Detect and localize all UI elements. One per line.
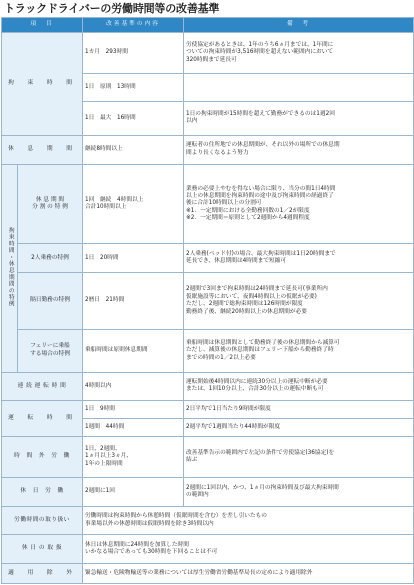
- cell-note: [184, 477, 414, 506]
- header-item: 項 目: [2, 18, 83, 33]
- cell-note: [184, 372, 414, 400]
- note-line: 仮眠施設等において、夜間4時間以上の仮眠が必要): [186, 293, 317, 300]
- cell-content: 4時間以内: [83, 372, 184, 400]
- row-label-kyujitsu-toriatsukai: 休 日 の 取 扱: [2, 535, 83, 563]
- cell-note: 2週平均で1週間当たり44時間が限度: [184, 419, 414, 437]
- note-line: 改善基準告示の範囲内で左記の条件で労使協定(36協定)を: [186, 449, 335, 456]
- cell-note: [184, 73, 414, 101]
- note-line: 業務の必要上やむを得ない場合に限り、当分の間1日4時間: [186, 185, 336, 192]
- note-line: 320時間まで延長可: [186, 56, 237, 63]
- row-label-unten: 運 転 時 間: [2, 401, 83, 437]
- cell-content: 継続8時間以上: [83, 135, 184, 164]
- group-label-tokurei: 拘束時間・休息期間の特例: [2, 165, 18, 373]
- note-line: 2週間で3回まで拘束時間は24時間まで延長可(事業所内: [186, 286, 328, 293]
- table-row: [2, 535, 414, 563]
- cell-content: 乗船時間は原則休息期間: [83, 329, 184, 372]
- cell-note: [184, 437, 414, 478]
- note-line: 1日の拘束時間が15時間を超えて勤務ができるのは1週2回: [186, 110, 335, 117]
- page-title: トラックドライバーの労働時間等の改善基準: [4, 2, 220, 15]
- sub-label-bunkatsu: 休 息 期 間 分 割 の 特 例: [18, 165, 83, 244]
- table-row: [2, 437, 414, 478]
- table-row: [2, 165, 414, 244]
- note-line: 間より長くなるよう努力: [186, 149, 249, 156]
- row-label-kyusoku: 休 息 期 間: [2, 135, 83, 164]
- table-row: [2, 372, 414, 400]
- note-line: ただし、2週間で総拘束時間は126時間が限度: [186, 301, 303, 308]
- table-row: [2, 507, 414, 535]
- cell-content: 2週間に1回: [83, 477, 184, 506]
- note-line: 結ぶ: [186, 456, 198, 463]
- note-line: 事業場以外の休憩時間は仮眠時間を除き3時間以内: [85, 520, 214, 527]
- cell-note: [184, 33, 414, 74]
- cell-content: 1日 9時間: [83, 401, 184, 419]
- note-line: 運転開始後4時間以内に連続30分以上の運転中断が必要: [186, 378, 328, 385]
- cell-note: [83, 507, 414, 535]
- cell-content: 1カ月 293時間: [83, 33, 184, 74]
- cell-content: 1日、2週間、 1ヵ月以上3ヵ月、 1年の上限時間: [83, 437, 184, 478]
- table-row: [2, 563, 414, 583]
- note-line: 乗船時間は休息期間として勤務終了後の休息期間から減算可: [186, 339, 340, 346]
- note-line: 延長でき、休息期間は4時間まで短縮可: [186, 258, 287, 265]
- row-label-tekiyo: 適 用 除 外: [2, 563, 83, 583]
- table-row: [2, 135, 414, 164]
- table-row: [2, 33, 414, 74]
- cell-note: [83, 535, 414, 563]
- note-line: 運転者の住所地での休息期間が、それ以外の場所での休息期: [186, 142, 340, 149]
- cell-content: 1週間 44時間: [83, 419, 184, 437]
- note-line: 労使協定があるときは、1年のうち6ヵ月までは、1年間に: [186, 41, 334, 48]
- sub-label-kakujitsu: 隔日勤務の特例: [18, 273, 83, 329]
- cell-note: [184, 101, 414, 135]
- table-row: [2, 244, 414, 273]
- note-line: いかなる場合であっても30時間を下回ることは不可: [85, 548, 218, 555]
- cell-content: 1日 最大 16時間: [83, 101, 184, 135]
- note-line: 以内: [186, 118, 198, 125]
- note-line: 労働時間は拘束時間から休憩時間（仮眠時間を含む）を差し引いたもの: [85, 513, 267, 520]
- table-row: [2, 273, 414, 329]
- table-row: [2, 401, 414, 419]
- cell-content: 1日 原則 13時間: [83, 73, 184, 101]
- note-line: ただし、減算後の休息期間はフェリー下船から勤務終了時: [186, 347, 334, 354]
- sub-label-ferry: フェリーに乗船 する場合の特例: [18, 329, 83, 372]
- header-remarks: 備 考: [184, 18, 414, 33]
- table-row: [2, 329, 414, 372]
- row-label-rodojikan: 労働時間の取り扱い: [2, 507, 83, 535]
- row-label-jikangai: 時 間 外 労 働: [2, 437, 83, 478]
- row-label-renzoku: 連 続 運 転 時 間: [2, 372, 83, 400]
- note-line: 休日は休息期間に24時間を加算した時間: [85, 541, 189, 548]
- cell-content: 1回 継続 4時間以上 合計10時間以上: [83, 165, 184, 244]
- sub-label-ninjo: 2人乗務の特例: [18, 244, 83, 273]
- cell-note: [184, 273, 414, 329]
- note-line: 2人乗務(ベッド付)の場合、最大拘束時間は1日20時間まで: [186, 250, 336, 257]
- cell-content: 1日 20時間: [83, 244, 184, 273]
- note-line: または、1回10分以上、合計30分以上の運転中断も可: [186, 386, 324, 393]
- note-line: 勤務終了後、継続20時間以上の休息期間が必要: [186, 308, 307, 315]
- note-line: ※2．一定期間＝原則として2週間から4週間程度: [186, 215, 310, 222]
- note-line: 以上の休息期間を拘束時間の途中及び拘束時間の経過終了: [186, 192, 334, 199]
- standards-table: [1, 17, 414, 584]
- note-line: ※1．一定期間における全勤務回数の1／2が限度: [186, 207, 310, 214]
- note-line: 2週間に1回以内、かつ、1ヵ月の拘束時間及び最大拘束時間: [186, 484, 339, 491]
- cell-note: [184, 135, 414, 164]
- cell-note: [184, 165, 414, 244]
- cell-content: 2暦日 21時間: [83, 273, 184, 329]
- note-line: ついての拘束時間が3,516時間を超えない範囲内において: [186, 49, 334, 56]
- table-row: [2, 477, 414, 506]
- row-label-kousoku: 拘 束 時 間: [2, 33, 83, 136]
- cell-note: [184, 329, 414, 372]
- note-line: 後に合計10時間以上の分割可: [186, 200, 262, 207]
- row-label-kyujitsu-rodo: 休 日 労 働: [2, 477, 83, 506]
- cell-note: [184, 244, 414, 273]
- note-line: の範囲内: [186, 491, 209, 498]
- cell-note: 2日平均で1日当たり9時間が限度: [184, 401, 414, 419]
- note-line: までの時間の1／2以上必要: [186, 354, 256, 361]
- header-content: 改善基準の内容: [83, 18, 184, 33]
- cell-note: 緊急輸送・危険物輸送等の業務については厚生労働省労働基準局長の定めにより適用除外: [83, 563, 414, 583]
